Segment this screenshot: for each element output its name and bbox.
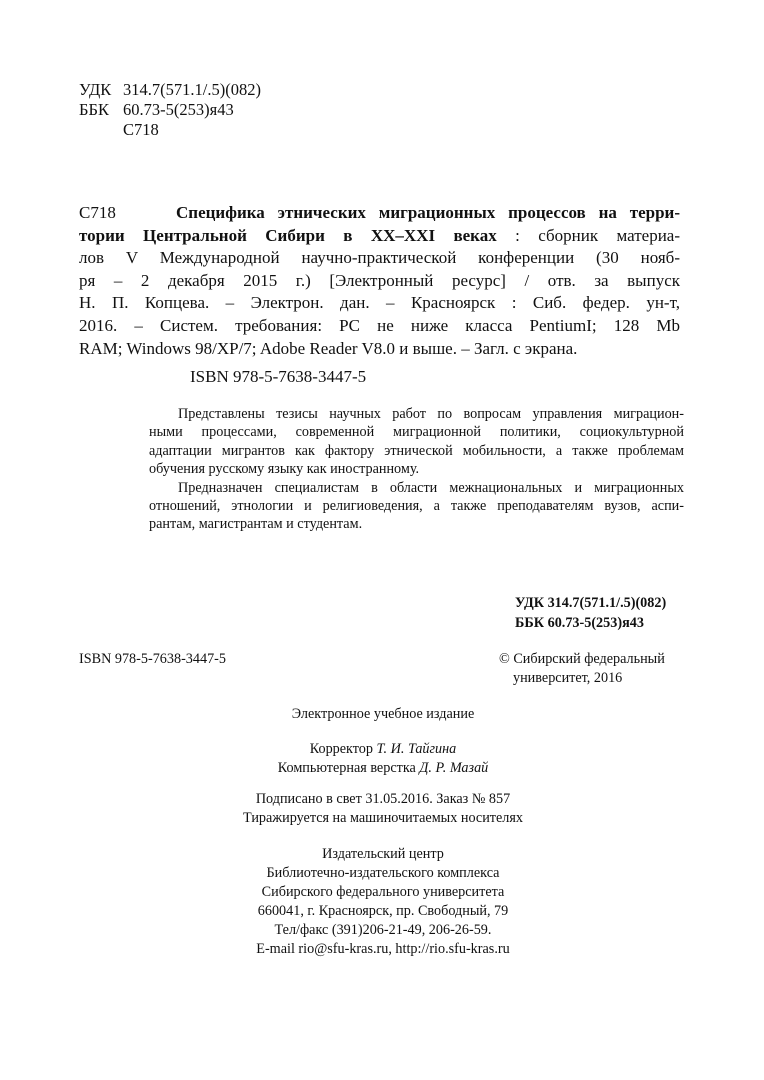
imprint-media: Тиражируется на машиночитаемых носителях	[243, 810, 523, 826]
imprint-corrector	[183, 740, 583, 759]
copyright-isbn: ISBN 978-5-7638-3447-5	[79, 651, 226, 667]
copyright-line1: © Сибирский федеральный	[499, 651, 665, 667]
imprint-staff	[183, 740, 583, 778]
classification-bbk: ББК 60.73-5(253)я43	[515, 615, 644, 631]
entry-line5: Н. П. Копцева. – Электрон. дан. – Красноярск : Сиб. федер. ун-т,	[79, 293, 680, 313]
imprint-publisher-block	[183, 845, 583, 959]
publisher-line3: Сибирского федерального университета	[261, 884, 505, 900]
entry-line3: лов V Международной научно-практической конференции (30 нояб-	[79, 248, 680, 268]
author-code: С718	[123, 120, 159, 139]
entry-title-line2: тории Центральной Сибири в XX–XXI веках	[79, 225, 497, 245]
annotation	[149, 405, 684, 534]
copyright-block	[499, 650, 665, 688]
entry-line7: RAM; Windows 98/XP/7; Adobe Reader V8.0 и выше. – Загл. с экрана.	[79, 338, 578, 358]
corrector-label: Корректор	[309, 741, 377, 757]
header-author-code-line	[79, 120, 261, 140]
entry-isbn: ISBN 978-5-7638-3447-5	[190, 367, 367, 386]
annotation-p2-line3: рантам, магистрантам и студентам.	[149, 516, 363, 533]
header-bbk-line	[79, 100, 261, 120]
bbk-label: ББК	[79, 100, 109, 119]
publisher-email: E-mail rio@sfu-kras.ru, http://rio.sfu-kras.ru	[256, 941, 510, 957]
layout-name: Д. Р. Мазай	[419, 760, 489, 776]
imprint-signed: Подписано в свет 31.05.2016. Заказ № 857	[255, 791, 511, 807]
classification-udk: УДК 314.7(571.1/.5)(082)	[515, 595, 667, 611]
entry-line2	[79, 225, 680, 248]
layout-label: Компьютерная верстка	[277, 760, 420, 776]
bbk-value: 60.73-5(253)я43	[123, 100, 234, 119]
imprint-layout	[183, 759, 583, 778]
udk-label: УДК	[79, 80, 112, 99]
annotation-p2-line2: отношений, этнологии и религиоведения, а также преподавателям вузов, аспи-	[149, 498, 684, 515]
entry-code: С718	[79, 203, 116, 222]
entry-line4: ря – 2 декабря 2015 г.) [Электронный ресурс] / отв. за выпуск	[79, 270, 680, 290]
publisher-line2: Библиотечно-издательского комплекса	[266, 865, 500, 881]
entry-line6: 2016. – Систем. требования: PC не ниже класса PentiumI; 128 Mb	[79, 315, 680, 335]
entry-line2-rest: : сборник материа-	[496, 225, 680, 245]
imprint-edition: Электронное учебное издание	[291, 706, 475, 722]
header-udk-block	[79, 80, 261, 140]
classification-block	[515, 593, 666, 633]
annotation-p1-line1: Представлены тезисы научных работ по вопросам управления миграцион-	[178, 406, 684, 422]
annotation-p1-line3: адаптации мигрантов как фактору этнической мобильности, а также проблемам	[149, 442, 684, 459]
copyright-line2: университет, 2016	[513, 670, 623, 686]
publisher-address: 660041, г. Красноярск, пр. Свободный, 79	[257, 903, 509, 919]
header-udk-line	[79, 80, 261, 100]
publisher-phone: Тел/факс (391)206-21-49, 206-26-59.	[274, 922, 492, 938]
annotation-p1-line4: обучения русскому языку как иностранному.	[149, 461, 420, 478]
bibliographic-entry	[79, 202, 680, 360]
entry-title-line1: Специфика этнических миграционных процессов на терри-	[176, 203, 680, 222]
corrector-name: Т. И. Тайгина	[376, 741, 457, 757]
imprint-signed-block	[183, 790, 583, 828]
annotation-p1-line2: ными процессами, современной миграционной политики, социокультурной	[149, 424, 684, 441]
publisher-line1: Издательский центр	[322, 846, 444, 862]
annotation-p2-line1: Предназначен специалистам в области межнациональных и миграционных	[178, 479, 684, 496]
udk-value: 314.7(571.1/.5)(082)	[123, 80, 261, 99]
